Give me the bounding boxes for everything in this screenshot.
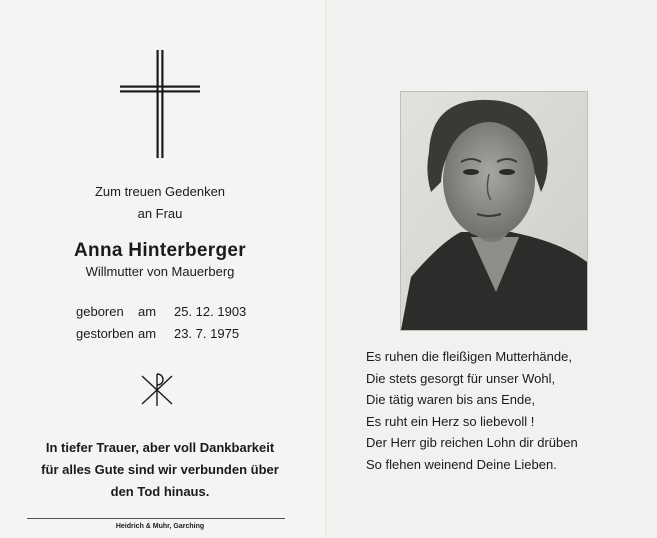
born-am: am: [138, 304, 157, 319]
died-date: 23. 7. 1975: [174, 326, 240, 341]
died-label: gestorben: [76, 326, 134, 341]
life-dates: [76, 301, 246, 345]
deceased-subtitle: Willmutter von Mauerberg: [85, 264, 235, 279]
died-row: [76, 323, 246, 345]
mourning-line-2: für alles Gute sind wir verbunden über: [41, 462, 279, 477]
born-row: [76, 301, 246, 323]
poem-line: Die tätig waren bis ans Ende,: [366, 392, 536, 407]
mourning-text: [20, 437, 300, 503]
mourning-line-1: In tiefer Trauer, aber voll Dankbarkeit: [45, 440, 275, 455]
printer-divider: [27, 518, 285, 519]
cross-icon: [118, 50, 202, 160]
poem-line: Es ruht ein Herz so liebevoll !: [366, 413, 535, 429]
died-am: am: [138, 326, 157, 341]
poem-line: Es ruhen die fleißigen Mutterhände,: [366, 349, 572, 364]
memorial-poem: [366, 346, 578, 475]
portrait-photo: [400, 91, 588, 331]
deceased-name: Anna Hinterberger: [74, 240, 246, 261]
printer-credit: Heidrich & Muhr, Garching: [115, 523, 205, 530]
portrait-image: [401, 92, 587, 330]
remembrance-line-2: an Frau: [137, 206, 183, 221]
poem-line: So flehen weinend Deine Lieben.: [366, 456, 557, 472]
born-label: geboren: [76, 304, 124, 319]
remembrance-text: [40, 181, 280, 225]
remembrance-line-1: Zum treuen Gedenken: [94, 184, 226, 199]
chi-rho-icon: [138, 372, 176, 408]
born-date: 25. 12. 1903: [174, 304, 247, 319]
card-fold: [325, 0, 327, 538]
mourning-line-3: den Tod hinaus.: [110, 484, 210, 499]
poem-line: Der Herr gib reichen Lohn dir drüben: [366, 435, 578, 450]
poem-line: Die stets gesorgt für unser Wohl,: [366, 370, 556, 386]
